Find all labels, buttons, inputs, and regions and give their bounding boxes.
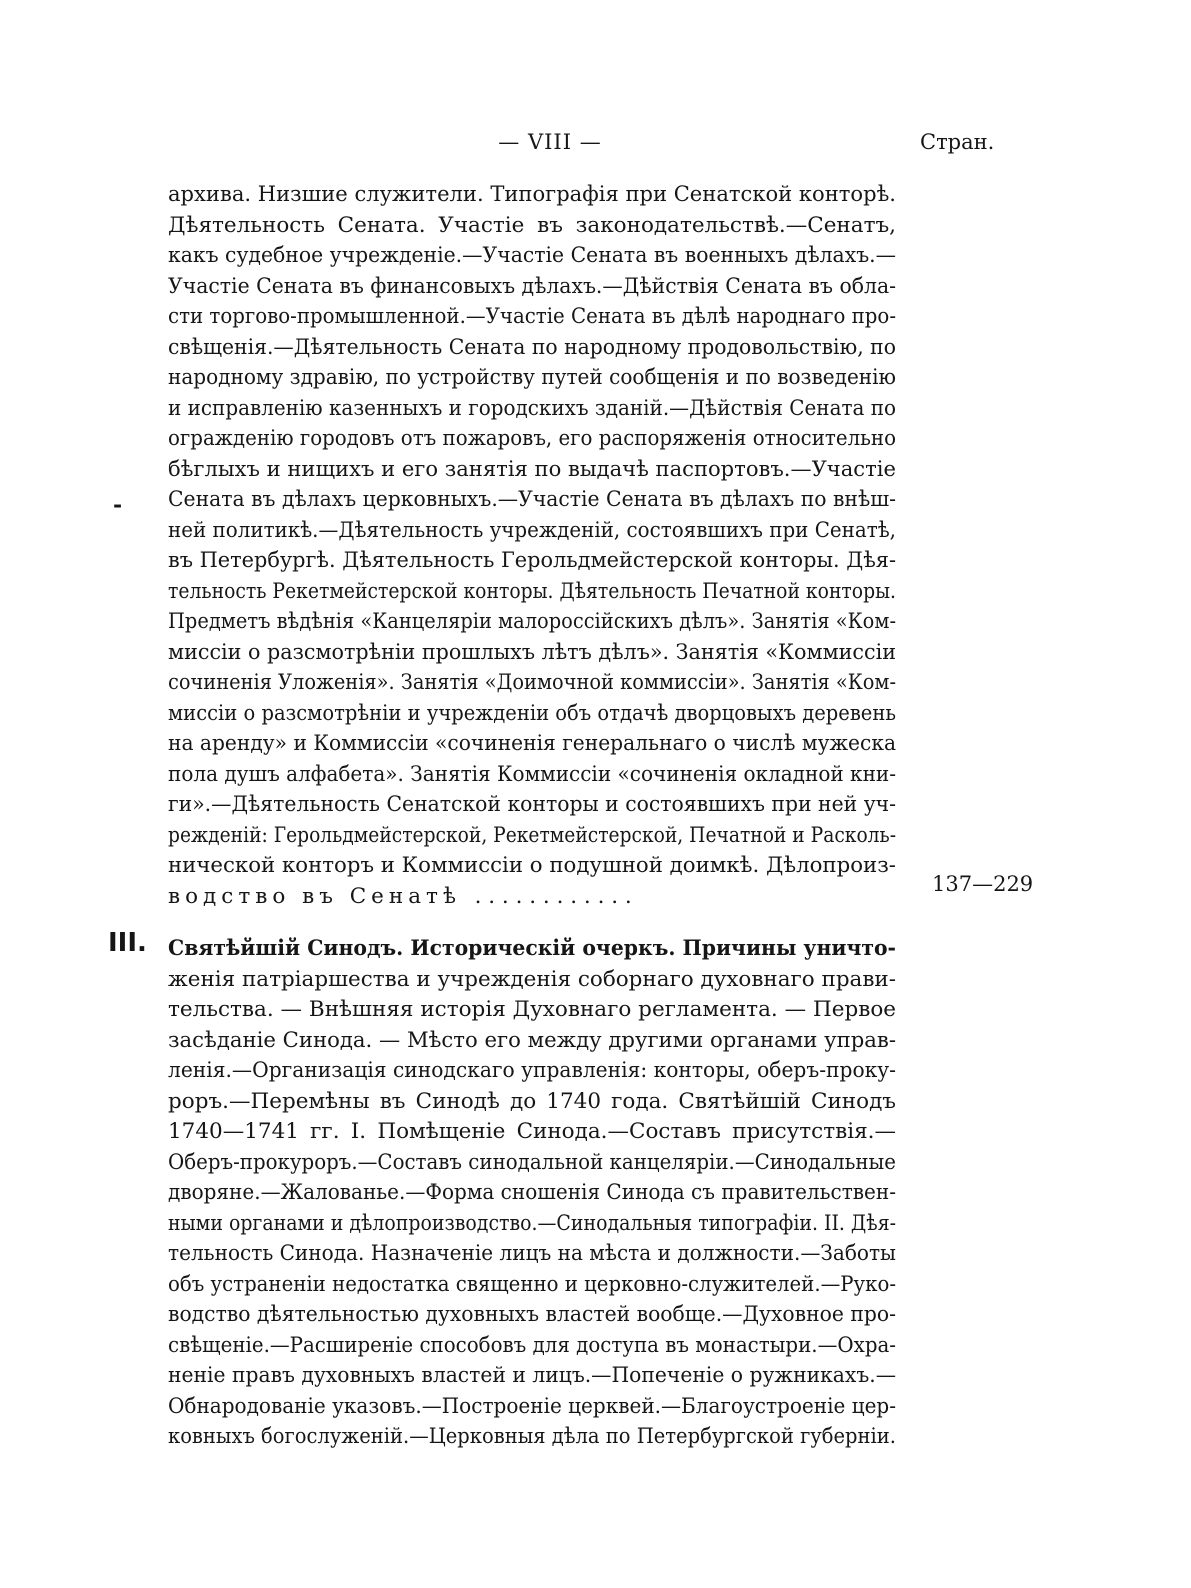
text-line: ковныхъ богослуженій.—Церковныя дѣла по Петербургской губерніи. <box>168 1424 896 1449</box>
text-line: дворяне.—Жалованье.—Форма сношенія Синода съ правительствен- <box>168 1180 896 1205</box>
text-line: пола душъ алфабета». Занятія Коммиссіи «сочиненія окладной кни- <box>168 761 896 787</box>
text-line: миссіи о разсмотрѣніи и учрежденіи объ отдачѣ дворцовыхъ деревень <box>168 700 896 726</box>
text-line: сочиненія Уложенія». Занятія «Доимочной коммиссіи». Занятія «Ком- <box>168 670 896 695</box>
text-line: на аренду» и Коммиссіи «сочиненія генеральнаго о числѣ мужеска <box>168 731 896 756</box>
text-line: ней политикѣ.—Дѣятельность учрежденій, состоявшихъ при Сенатѣ, <box>168 517 896 543</box>
text-line: сти торгово-промышленной.—Участіе Сената въ дѣлѣ народнаго про- <box>168 304 896 329</box>
text-line: Участіе Сената въ финансовыхъ дѣлахъ.—Дѣйствія Сената въ обла- <box>168 273 896 299</box>
text-line: водство дѣятельностью духовныхъ властей вообще.—Духовное про- <box>168 1302 896 1327</box>
text-line: въ Петербургѣ. Дѣятельность Герольдмейстерской конторы. Дѣя- <box>168 548 896 573</box>
pages-column-heading: Стран. <box>920 130 995 154</box>
text-line: 1740—1741 гг. I. Помѣщеніе Синода.—Составъ присутствія.— <box>168 1119 896 1144</box>
section-title-line: Святѣйшій Синодъ. Историческій очеркъ. Причины уничто- <box>168 936 896 961</box>
text-line: ги».—Дѣятельность Сенатской конторы и состоявшихъ при ней уч- <box>168 792 896 817</box>
text-line: Оберъ-прокуроръ.—Составъ синодальной канцеляріи.—Синодальные <box>168 1149 896 1175</box>
text-line: ленія.—Организація синодскаго управленія: конторы, оберъ-проку- <box>168 1058 896 1083</box>
text-line: и исправленію казенныхъ и городскихъ зданій.—Дѣйствія Сената по <box>168 395 896 421</box>
text-line: Дѣятельность Сената. Участіе въ законодательствѣ.—Сенатъ, <box>168 212 896 238</box>
text-line: миссіи о разсмотрѣніи прошлыхъ лѣтъ дѣлъ». Занятія «Коммиссіи <box>168 639 896 665</box>
toc-entry-synod <box>168 934 896 1453</box>
text-line: тельность Синода. Назначеніе лицъ на мѣста и должности.—Заботы <box>168 1241 896 1266</box>
text-line: ными органами и дѣлопроизводство.—Синодальныя типографіи. II. Дѣя- <box>168 1210 896 1236</box>
text-line: засѣданіе Синода. — Мѣсто его между другими органами управ- <box>168 1027 896 1053</box>
dot-leader: . . . . . . . . . . . . <box>474 883 632 909</box>
text-line: женія патріаршества и учрежденія соборнаго духовнаго прави- <box>168 966 896 992</box>
text-line: Обнародованіе указовъ.—Построеніе церквей.—Благоустроеніе цер- <box>168 1393 896 1419</box>
text-line: Предметъ вѣдѣнія «Канцеляріи малороссійскихъ дѣлъ». Занятія «Ком- <box>168 609 896 634</box>
text-line: огражденію городовъ отъ пожаровъ, его распоряженія относительно <box>168 426 896 451</box>
text-line: архива. Низшие служители. Типографія при Сенатской конторѣ. <box>168 182 896 207</box>
text-line: какъ судебное учрежденіе.—Участіе Сената въ военныхъ дѣлахъ.— <box>168 243 896 268</box>
text-line: роръ.—Перемѣны въ Синодѣ до 1740 года. Святѣйшій Синодъ <box>168 1088 896 1114</box>
page-number: — VIII — <box>498 130 602 154</box>
text-line: режденій: Герольдмейстерской, Рекетмейстерской, Печатной и Расколь- <box>168 822 896 848</box>
text-line: свѣщеніе.—Расширеніе способовъ для доступа въ монастыри.—Охра- <box>168 1332 896 1358</box>
text-line: тельства. — Внѣшняя исторія Духовнаго регламента. — Первое <box>168 997 896 1022</box>
toc-entry-senate <box>168 180 896 912</box>
text-line: свѣщенія.—Дѣятельность Сената по народному продовольствію, по <box>168 334 896 360</box>
text-line: бѣглыхъ и нищихъ и его занятія по выдачѣ паспортовъ.—Участіе <box>168 456 896 482</box>
page-range: 137—229 <box>932 872 1034 896</box>
text-line: Сената въ дѣлахъ церковныхъ.—Участіе Сената въ дѣлахъ по внѣш- <box>168 487 896 512</box>
text-line: водство въ Сенатѣ <box>168 883 461 909</box>
text-line: нической конторъ и Коммиссіи о подушной доимкѣ. Дѣлопроиз- <box>168 853 896 878</box>
text-line-last <box>168 882 896 913</box>
margin-mark: - <box>113 492 123 518</box>
text-line: тельность Рекетмейстерской конторы. Дѣятельность Печатной конторы. <box>168 578 896 604</box>
text-line: объ устраненіи недостатка священно и церковно-служителей.—Руко- <box>168 1271 896 1297</box>
text-line: народному здравію, по устройству путей сообщенія и по возведенію <box>168 365 896 390</box>
section-number: III. <box>108 928 147 958</box>
text-line: неніе правъ духовныхъ властей и лицъ.—Попеченіе о ружникахъ.— <box>168 1363 896 1388</box>
